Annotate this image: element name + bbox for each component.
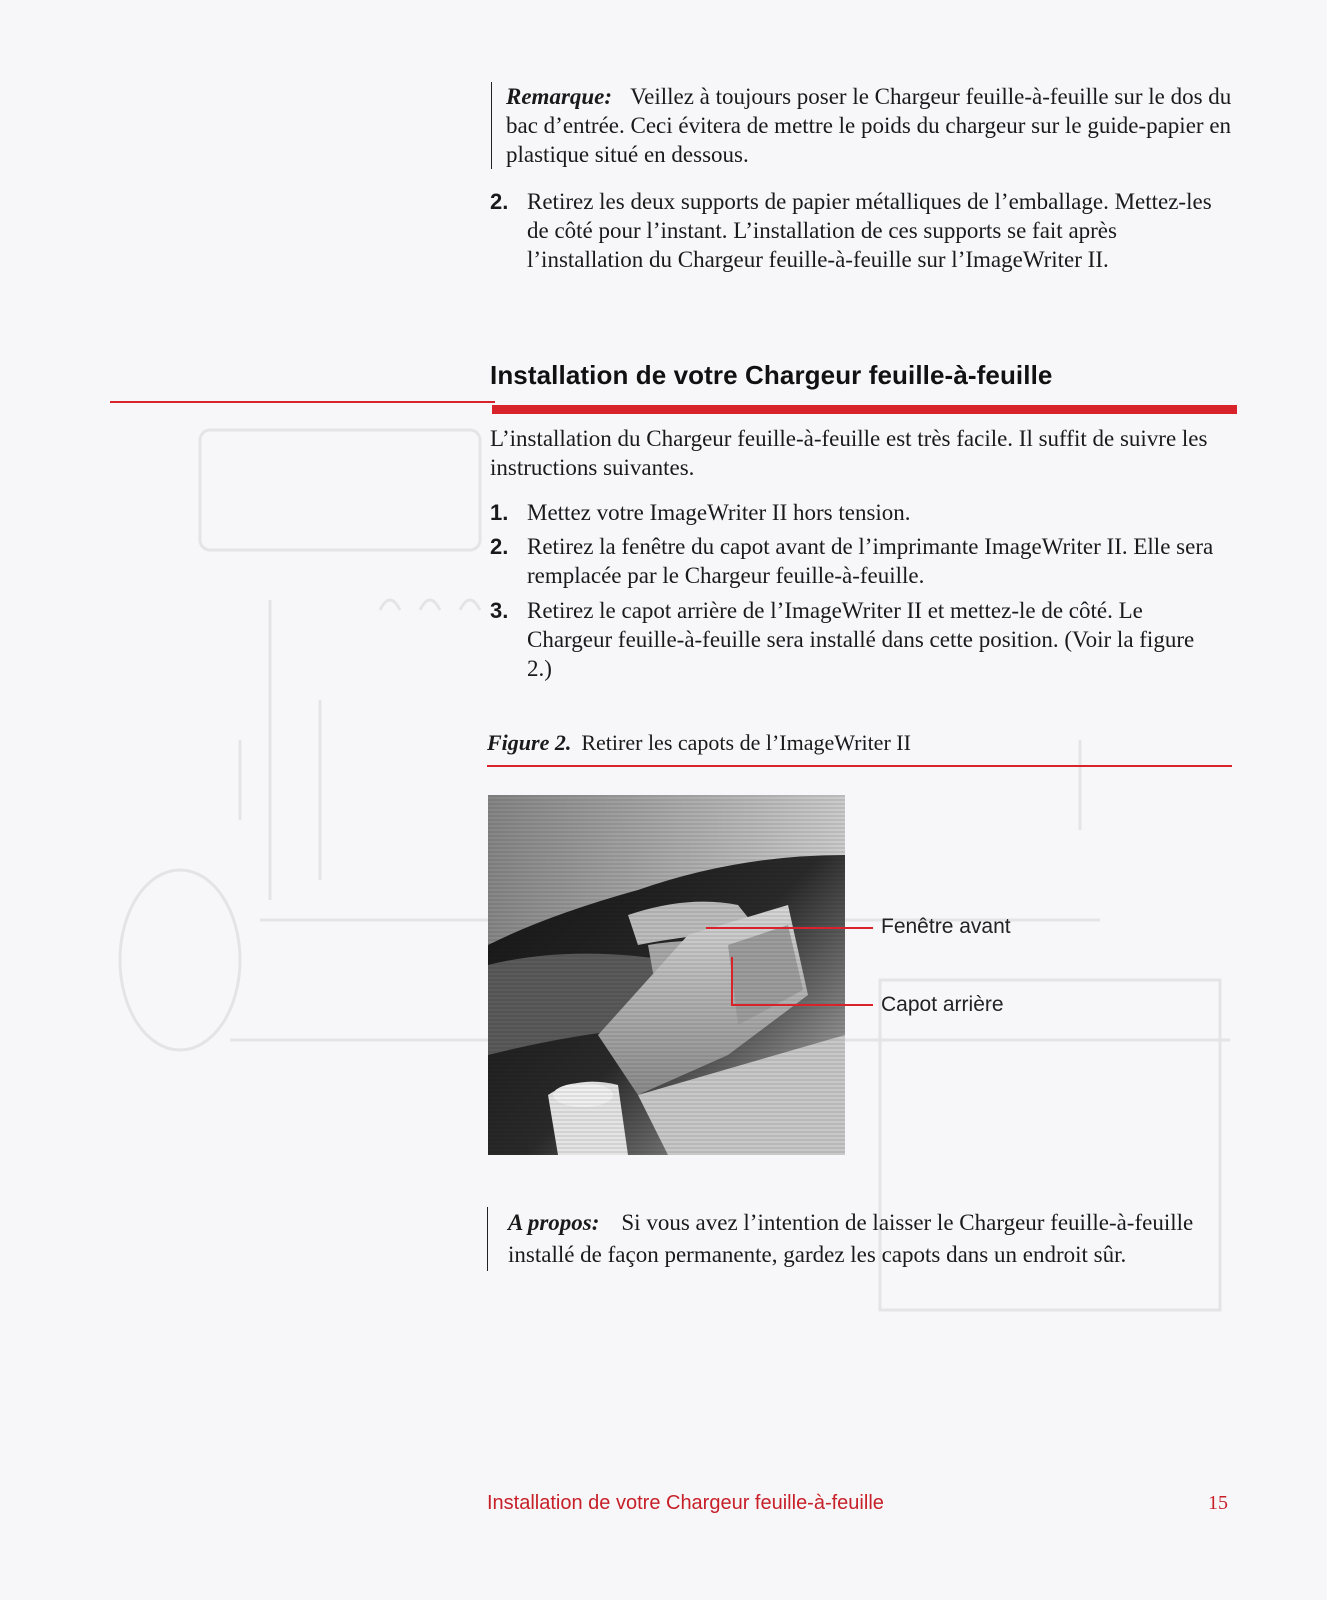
step-number: 2. <box>490 189 509 214</box>
apropos-text: Si vous avez l’intention de laisser le Chargeur feuille-à-feuille installé de façon permanente, gardez les capots dans un endroit sûr. <box>508 1210 1194 1267</box>
list-item <box>490 596 1220 683</box>
page-number: 15 <box>1208 1492 1228 1514</box>
heading-rule-thick <box>492 405 1237 414</box>
footer-title: Installation de votre Chargeur feuille-à-feuille <box>487 1492 884 1514</box>
figure-caption <box>487 730 911 756</box>
list-item <box>490 532 1220 590</box>
section-heading: Installation de votre Chargeur feuille-à-feuille <box>490 360 1053 390</box>
apropos-label: A propos: <box>508 1210 600 1235</box>
figure-caption-text: Retirer les capots de l’ImageWriter II <box>581 730 911 755</box>
figure-photo <box>488 795 845 1155</box>
figure-label: Figure 2. <box>487 730 572 755</box>
step-text: Retirez la fenêtre du capot avant de l’imprimante ImageWriter II. Elle sera remplacée par le Chargeur feuille-à-feuille. <box>527 534 1214 588</box>
apropos-note <box>487 1207 1258 1271</box>
step-text: Retirez les deux supports de papier métalliques de l’emballage. Mettez-les de côté pour l’instant. L’installation de ces supports se fait après l’installation du Chargeur feuille-à-feuille sur l’ImageWriter II. <box>527 189 1212 272</box>
list-item <box>490 498 1220 527</box>
step-text: Mettez votre ImageWriter II hors tension. <box>527 500 911 525</box>
remark-note <box>491 82 1236 169</box>
heading-rule-thin <box>110 401 495 403</box>
remark-text: Veillez à toujours poser le Chargeur feuille-à-feuille sur le dos du bac d’entrée. Ceci évitera de mettre le poids du chargeur sur le guide-papier en plastique situé en dessous. <box>506 84 1232 167</box>
figure-rule <box>487 765 1232 767</box>
section-intro: L’installation du Chargeur feuille-à-feuille est très facile. Il suffit de suivre les instructions suivantes. <box>490 426 1208 480</box>
step-number: 1. <box>490 500 509 525</box>
step-text: Retirez le capot arrière de l’ImageWriter II et mettez-le de côté. Le Chargeur feuille-à-feuille sera installé dans cette position. (Voir la figure 2.) <box>527 598 1195 681</box>
step-number: 3. <box>490 598 509 623</box>
step-number: 2. <box>490 534 509 559</box>
callout-front-window: Fenêtre avant <box>881 915 1011 938</box>
remark-label: Remarque: <box>506 84 613 109</box>
callout-line <box>731 957 733 1004</box>
callout-line <box>731 1004 873 1006</box>
callout-line <box>706 927 873 929</box>
callout-rear-cover: Capot arrière <box>881 993 1004 1016</box>
list-item <box>490 187 1220 274</box>
